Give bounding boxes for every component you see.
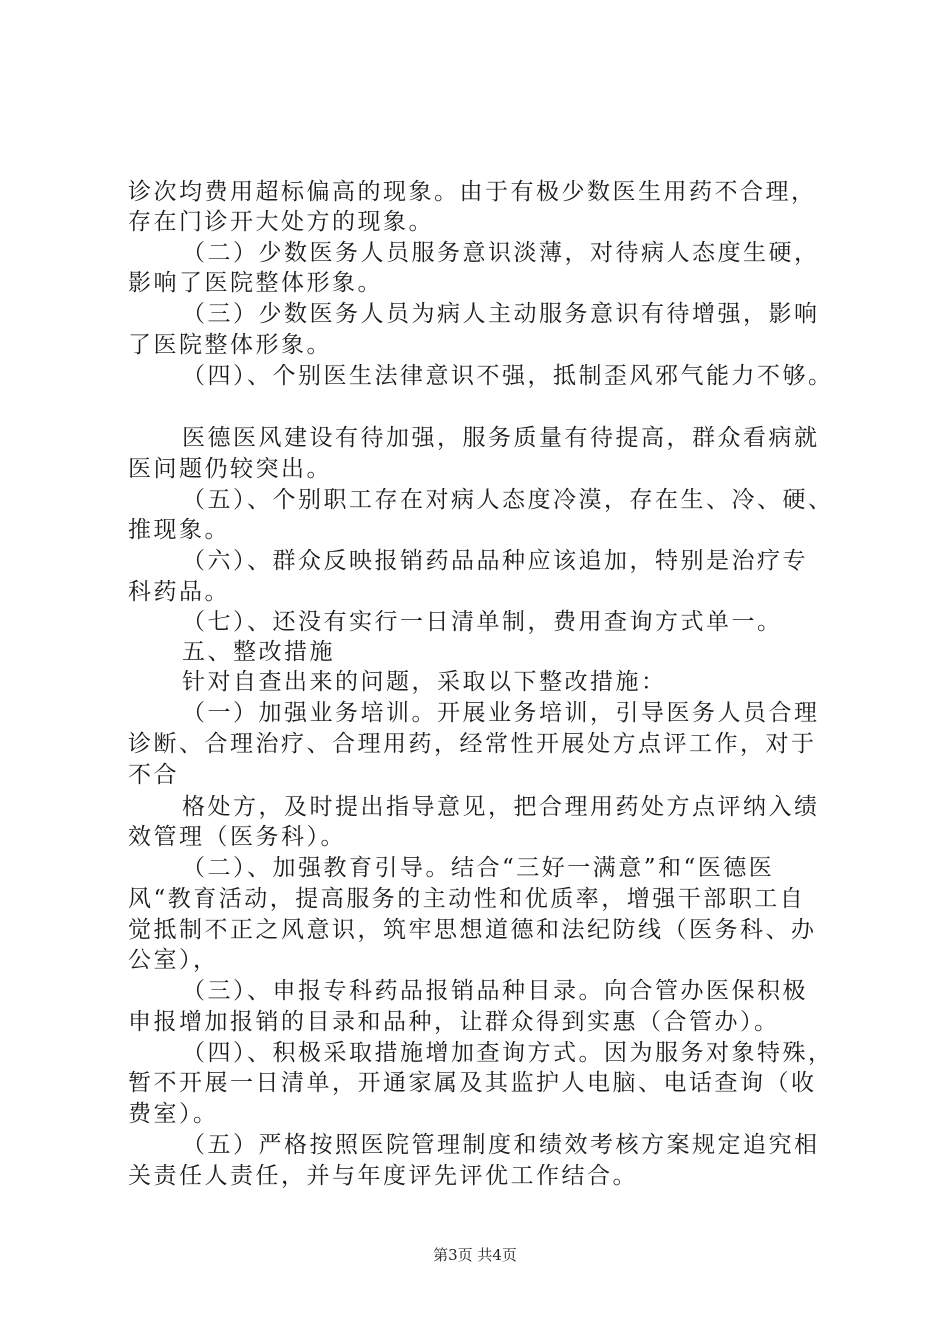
text-line: （四）、个别医生法律意识不强，抵制歪风邪气能力不够。 bbox=[182, 363, 834, 389]
text-line: 公室）， bbox=[128, 947, 219, 973]
text-line: 申报增加报销的目录和品种，让群众得到实惠（合管办）。 bbox=[128, 1009, 780, 1035]
text-line: 针对自查出来的问题，采取以下整改措施： bbox=[182, 669, 667, 695]
text-line: （四）、积极采取措施增加查询方式。因为服务对象特殊， bbox=[182, 1040, 834, 1066]
text-line: （二）少数医务人员服务意识淡薄，对待病人态度生硬， bbox=[182, 240, 820, 266]
text-line: 推现象。 bbox=[128, 517, 230, 543]
text-line: 不合 bbox=[128, 762, 179, 788]
text-line: 风“教育活动，提高服务的主动性和优质率，增强干部职工自 bbox=[128, 886, 806, 912]
text-line: （三）、申报专科药品报销品种目录。向合管办医保积极 bbox=[182, 978, 808, 1004]
text-line: 诊断、合理治疗、合理用药，经常性开展处方点评工作，对于 bbox=[128, 731, 817, 757]
text-line: 科药品。 bbox=[128, 579, 230, 605]
text-line: （五）严格按照医院管理制度和绩效考核方案规定追究相 bbox=[182, 1132, 820, 1158]
text-line: （三）少数医务人员为病人主动服务意识有待增强，影响 bbox=[182, 301, 820, 327]
text-line: （六）、群众反映报销药品品种应该追加，特别是治疗专 bbox=[182, 548, 808, 574]
text-line: 影响了医院整体形象。 bbox=[128, 270, 383, 296]
text-line: （七）、还没有实行一日清单制，费用查询方式单一。 bbox=[182, 609, 783, 635]
text-line: 了医院整体形象。 bbox=[128, 332, 332, 358]
text-line: 诊次均费用超标偏高的现象。由于有极少数医生用药不合理， bbox=[128, 179, 817, 205]
text-line: 觉抵制不正之风意识，筑牢思想道德和法纪防线（医务科、办 bbox=[128, 917, 817, 943]
text-line: 效管理（医务科）。 bbox=[128, 824, 346, 850]
text-line: 关责任人责任，并与年度评先评优工作结合。 bbox=[128, 1163, 638, 1189]
text-line: 暂不开展一日清单，开通家属及其监护人电脑、电话查询（收 bbox=[128, 1070, 817, 1096]
text-line: 医问题仍较突出。 bbox=[128, 456, 332, 482]
section-heading: 五、整改措施 bbox=[182, 639, 335, 665]
text-line: 格处方，及时提出指导意见，把合理用药处方点评纳入绩 bbox=[182, 794, 820, 820]
text-line: 存在门诊开大处方的现象。 bbox=[128, 209, 434, 235]
text-line: （二）、加强教育引导。结合“三好一满意”和“医德医 bbox=[182, 855, 775, 881]
text-line: （五）、个别职工存在对病人态度冷漠，存在生、冷、硬、 bbox=[182, 487, 834, 513]
text-line: （一）加强业务培训。开展业务培训，引导医务人员合理 bbox=[182, 700, 820, 726]
text-line: 医德医风建设有待加强，服务质量有待提高，群众看病就 bbox=[182, 425, 820, 451]
page-number-footer: 第3页 共4页 bbox=[433, 1246, 517, 1264]
text-line: 费室）。 bbox=[128, 1101, 219, 1127]
